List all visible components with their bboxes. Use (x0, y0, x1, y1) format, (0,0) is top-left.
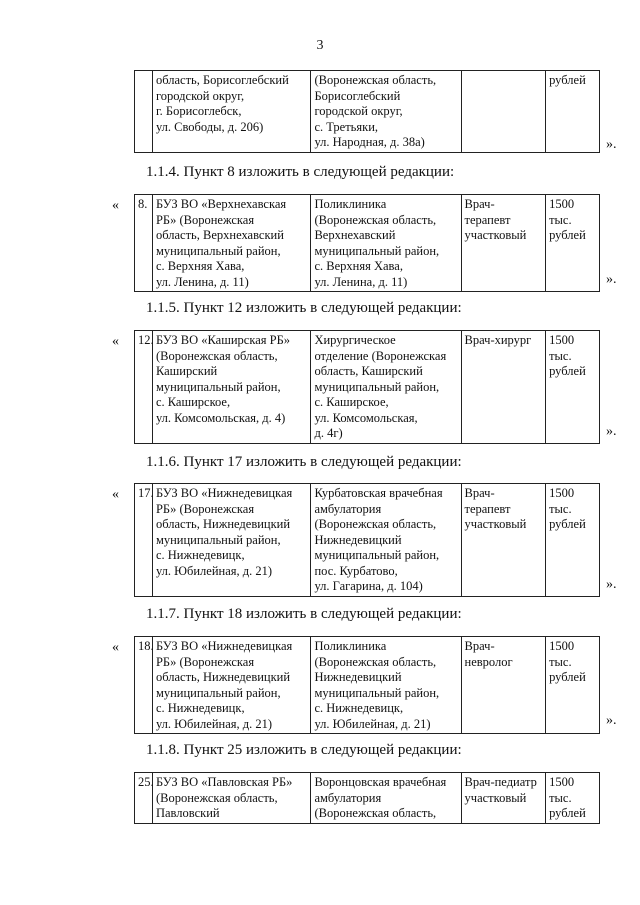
table-row (135, 195, 600, 292)
table-row (135, 637, 600, 734)
cell-organization: БУЗ ВО «Павловская РБ» (Воронежская область, Павловский (152, 773, 311, 824)
cell-sum: 1500 тыс. рублей (546, 773, 600, 824)
cell-position: Врач- терапевт участковый (461, 195, 546, 292)
cell-organization: БУЗ ВО «Верхнехавская РБ» (Воронежская область, Верхнехавский муниципальный район, с. Верхняя Хава, ул. Ленина, д. 11) (152, 195, 311, 292)
open-quote: « (112, 640, 119, 655)
cell-subdivision: Курбатовская врачебная амбулатория (Воронежская область, Нижнедевицкий муниципальный район, пос. Курбатово, ул. Гагарина, д. 104) (311, 484, 461, 597)
cell-subdivision: (Воронежская область, Борисоглебский городской округ, с. Третьяки, ул. Народная, д. 38а) (311, 71, 461, 153)
cell-number (135, 71, 153, 153)
table-row (135, 71, 600, 153)
open-quote: « (112, 334, 119, 349)
page-number: 3 (316, 38, 324, 53)
table-item-18 (134, 636, 600, 734)
close-quote: ». (606, 137, 617, 152)
cell-position (461, 71, 546, 153)
cell-organization: область, Борисоглебский городской округ, г. Борисоглебск, ул. Свободы, д. 206) (152, 71, 311, 153)
table-row (135, 484, 600, 597)
cell-number: 25. (135, 773, 153, 824)
open-quote: « (112, 487, 119, 502)
cell-position: Врач-педиатр участковый (461, 773, 546, 824)
table-row (135, 331, 600, 444)
cell-sum: 1500 тыс. рублей (546, 331, 600, 444)
table-item-25 (134, 772, 600, 824)
cell-subdivision: Хирургическое отделение (Воронежская область, Каширский муниципальный район, с. Каширское, ул. Комсомольская, д. 4г) (311, 331, 461, 444)
cell-number: 8. (135, 195, 153, 292)
cell-organization: БУЗ ВО «Нижнедевицкая РБ» (Воронежская область, Нижнедевицкий муниципальный район, с. Нижнедевицк, ул. Юбилейная, д. 21) (152, 637, 311, 734)
table-continuation (134, 70, 600, 153)
open-quote: « (112, 198, 119, 213)
cell-number: 12. (135, 331, 153, 444)
close-quote: ». (606, 424, 617, 439)
table-row (135, 773, 600, 824)
cell-position: Врач-хирург (461, 331, 546, 444)
section-heading: 1.1.8. Пункт 25 изложить в следующей редакции: (146, 742, 462, 758)
cell-number: 17. (135, 484, 153, 597)
cell-sum: рублей (546, 71, 600, 153)
cell-subdivision: Воронцовская врачебная амбулатория (Воронежская область, (311, 773, 461, 824)
table-item-17 (134, 483, 600, 597)
cell-sum: 1500 тыс. рублей (546, 195, 600, 292)
table-item-8 (134, 194, 600, 292)
table-item-12 (134, 330, 600, 444)
cell-organization: БУЗ ВО «Каширская РБ» (Воронежская область, Каширский муниципальный район, с. Каширское, ул. Комсомольская, д. 4) (152, 331, 311, 444)
close-quote: ». (606, 713, 617, 728)
cell-position: Врач- невролог (461, 637, 546, 734)
section-heading: 1.1.6. Пункт 17 изложить в следующей редакции: (146, 454, 462, 470)
section-heading: 1.1.4. Пункт 8 изложить в следующей редакции: (146, 164, 455, 180)
close-quote: ». (606, 272, 617, 287)
section-heading: 1.1.5. Пункт 12 изложить в следующей редакции: (146, 300, 462, 316)
cell-subdivision: Поликлиника (Воронежская область, Верхнехавский муниципальный район, с. Верхняя Хава, ул. Ленина, д. 11) (311, 195, 461, 292)
close-quote: ». (606, 577, 617, 592)
cell-organization: БУЗ ВО «Нижнедевицкая РБ» (Воронежская область, Нижнедевицкий муниципальный район, с. Нижнедевицк, ул. Юбилейная, д. 21) (152, 484, 311, 597)
cell-sum: 1500 тыс. рублей (546, 484, 600, 597)
cell-sum: 1500 тыс. рублей (546, 637, 600, 734)
section-heading: 1.1.7. Пункт 18 изложить в следующей редакции: (146, 606, 462, 622)
cell-number: 18. (135, 637, 153, 734)
cell-subdivision: Поликлиника (Воронежская область, Нижнедевицкий муниципальный район, с. Нижнедевицк, ул. Юбилейная, д. 21) (311, 637, 461, 734)
cell-position: Врач- терапевт участковый (461, 484, 546, 597)
